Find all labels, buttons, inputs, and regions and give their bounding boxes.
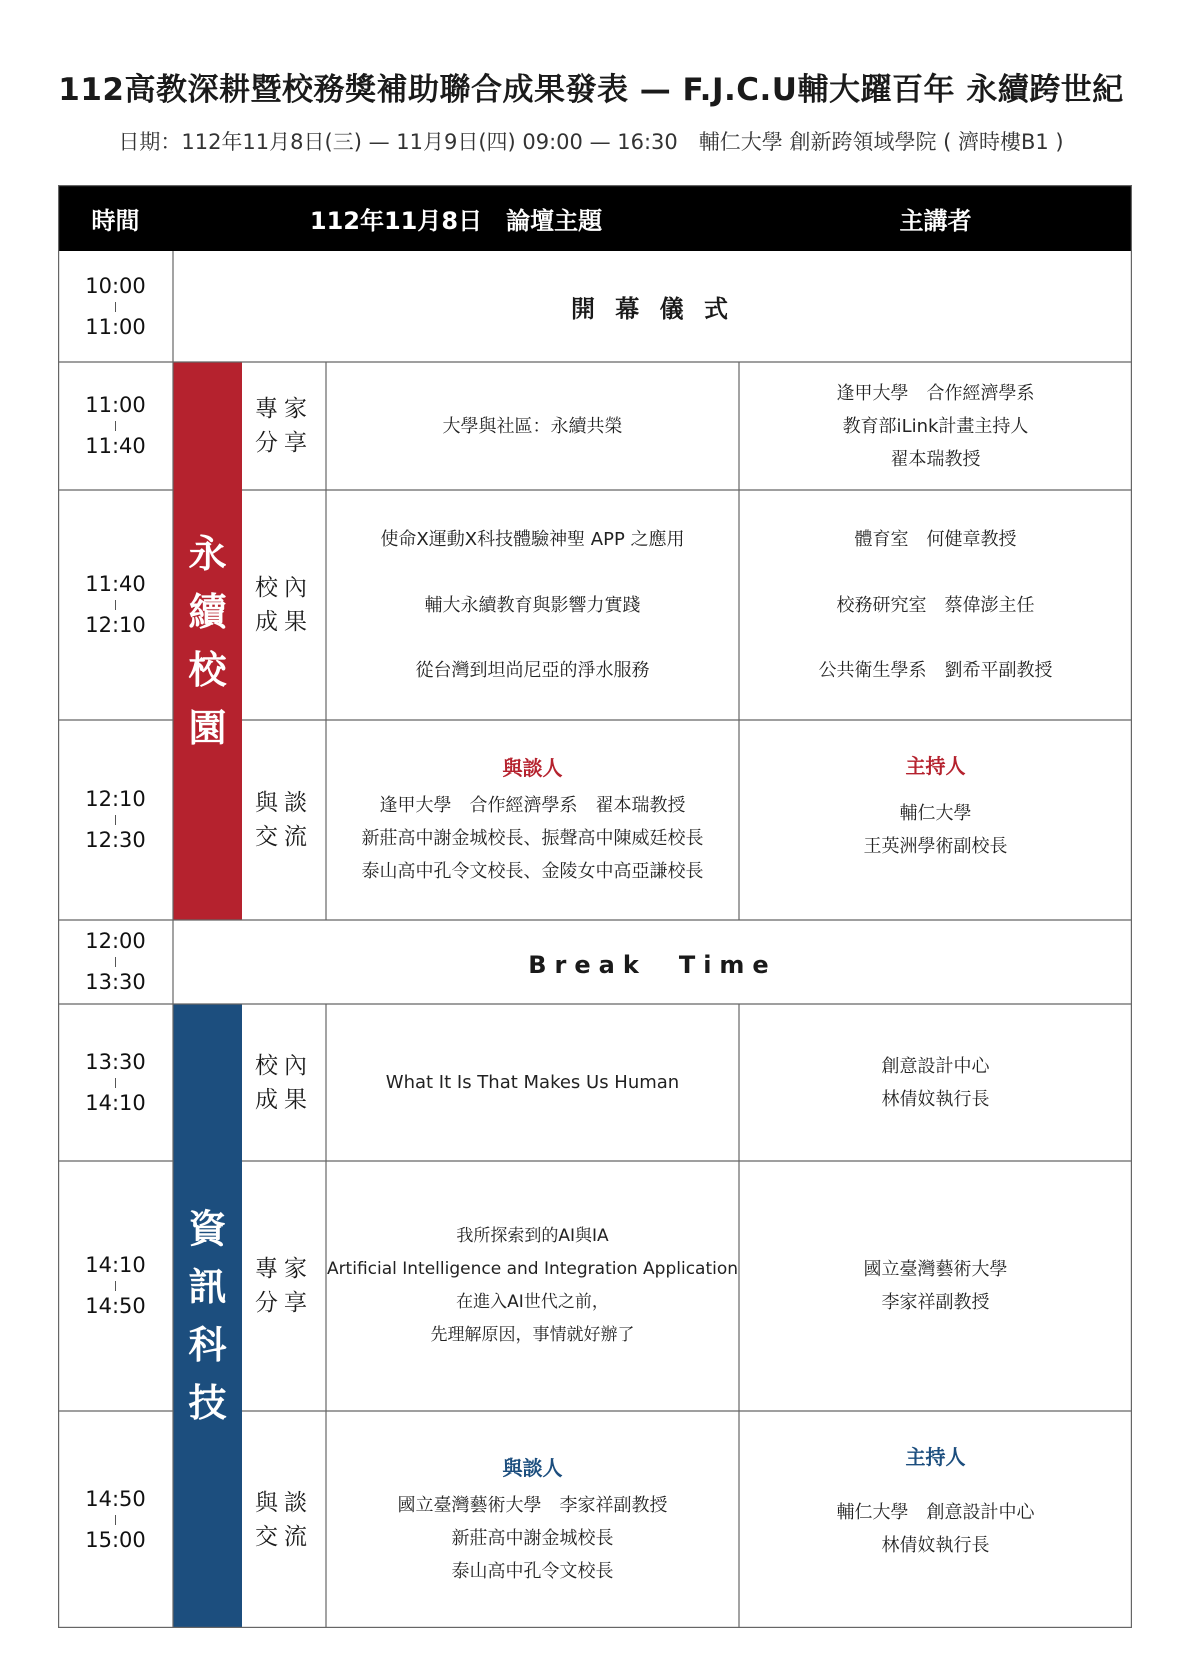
topic-row-1: 大學與社區：永續共榮 xyxy=(442,415,623,437)
table-grid-lines xyxy=(58,185,1132,1628)
speaker-row-1: 逢甲大學 合作經濟學系 教育部iLink計畫主持人 翟本瑞教授 xyxy=(836,382,1035,470)
panelist-heading-2: 與談人 xyxy=(502,1455,563,1480)
speaker-row-4: 創意設計中心 林倩妏執行長 xyxy=(881,1055,990,1110)
speaker-row-5: 國立臺灣藝術大學 李家祥副教授 xyxy=(863,1259,1008,1313)
speaker-row-6: 主持人 輔仁大學 創意設計中心 林倩妏執行長 xyxy=(739,1411,1132,1628)
host-heading: 主持人 xyxy=(905,754,966,778)
band-sustainable-campus: 永 續 校 園 xyxy=(173,362,242,920)
category-expert-share-2: 專家 分享 xyxy=(255,1256,313,1316)
speaker-row-3: 主持人 輔仁大學 王英洲學術副校長 xyxy=(739,720,1132,920)
panelist-heading: 與談人 xyxy=(502,756,563,780)
event-subtitle: 日期：112年11月8日(三) — 11月9日(四) 09:00 — 16:30 輔仁大學 創新跨領域學院 ( 濟時樓B1 ) xyxy=(118,130,1064,154)
topic-row-3: 與談人 逢甲大學 合作經濟學系 翟本瑞教授 新莊高中謝金城校長、振聲高中陳威廷校長 泰山高中孔令文校長、金陵女中高亞謙校長 xyxy=(326,720,739,920)
band-information-technology: 資 訊 科 技 xyxy=(173,1004,242,1628)
host-heading-2: 主持人 xyxy=(905,1445,966,1469)
time-opening: 10:00 11:00 xyxy=(85,273,146,339)
category-campus-results: 校內 成果 xyxy=(255,575,313,635)
speaker-row-2: 體育室 何健章教授 校務研究室 蔡偉澎主任 公共衛生學系 劉希平副教授 xyxy=(818,528,1053,682)
time-row-4: 13:30 14:10 xyxy=(85,1049,146,1115)
header-topic: 112年11月8日 論壇主題 xyxy=(173,185,739,251)
topic-row-2: 使命X運動X科技體驗神聖 APP 之應用 輔大永續教育與影響力實踐 從台灣到坦尚尼亞的淨水服務 xyxy=(380,528,685,682)
category-expert-share: 專家 分享 xyxy=(255,396,313,456)
category-discussion-2: 與談 交流 xyxy=(255,1489,313,1550)
category-discussion: 與談 交流 xyxy=(255,790,313,850)
schedule-table xyxy=(58,185,1132,1628)
header-speaker: 主講者 xyxy=(739,185,1132,251)
time-break: 12:00 13:30 xyxy=(85,929,146,994)
topic-row-4: What It Is That Makes Us Human xyxy=(385,1072,680,1093)
time-row-1: 11:00 11:40 xyxy=(85,393,146,458)
time-row-2: 11:40 12:10 xyxy=(85,572,146,637)
topic-row-5: 我所探索到的AI與IA Artificial Intelligence and Integration Application 在進入AI世代之前， 先理解原因，事情就好辦了 xyxy=(326,1226,739,1345)
header-time: 時間 xyxy=(58,185,173,251)
opening-ceremony: 開 幕 儀 式 xyxy=(570,295,735,323)
time-row-5: 14:10 14:50 xyxy=(85,1253,146,1318)
category-campus-results-2: 校內 成果 xyxy=(255,1052,313,1113)
page-title: 112高教深耕暨校務獎補助聯合成果發表 — F.J.C.U輔大躍百年 永續跨世紀 xyxy=(58,72,1124,108)
time-row-6: 14:50 15:00 xyxy=(85,1486,146,1552)
topic-row-6: 與談人 國立臺灣藝術大學 李家祥副教授 新莊高中謝金城校長 泰山高中孔令文校長 xyxy=(326,1411,739,1628)
break-time: Break Time xyxy=(528,950,777,979)
time-row-3: 12:10 12:30 xyxy=(85,787,146,852)
